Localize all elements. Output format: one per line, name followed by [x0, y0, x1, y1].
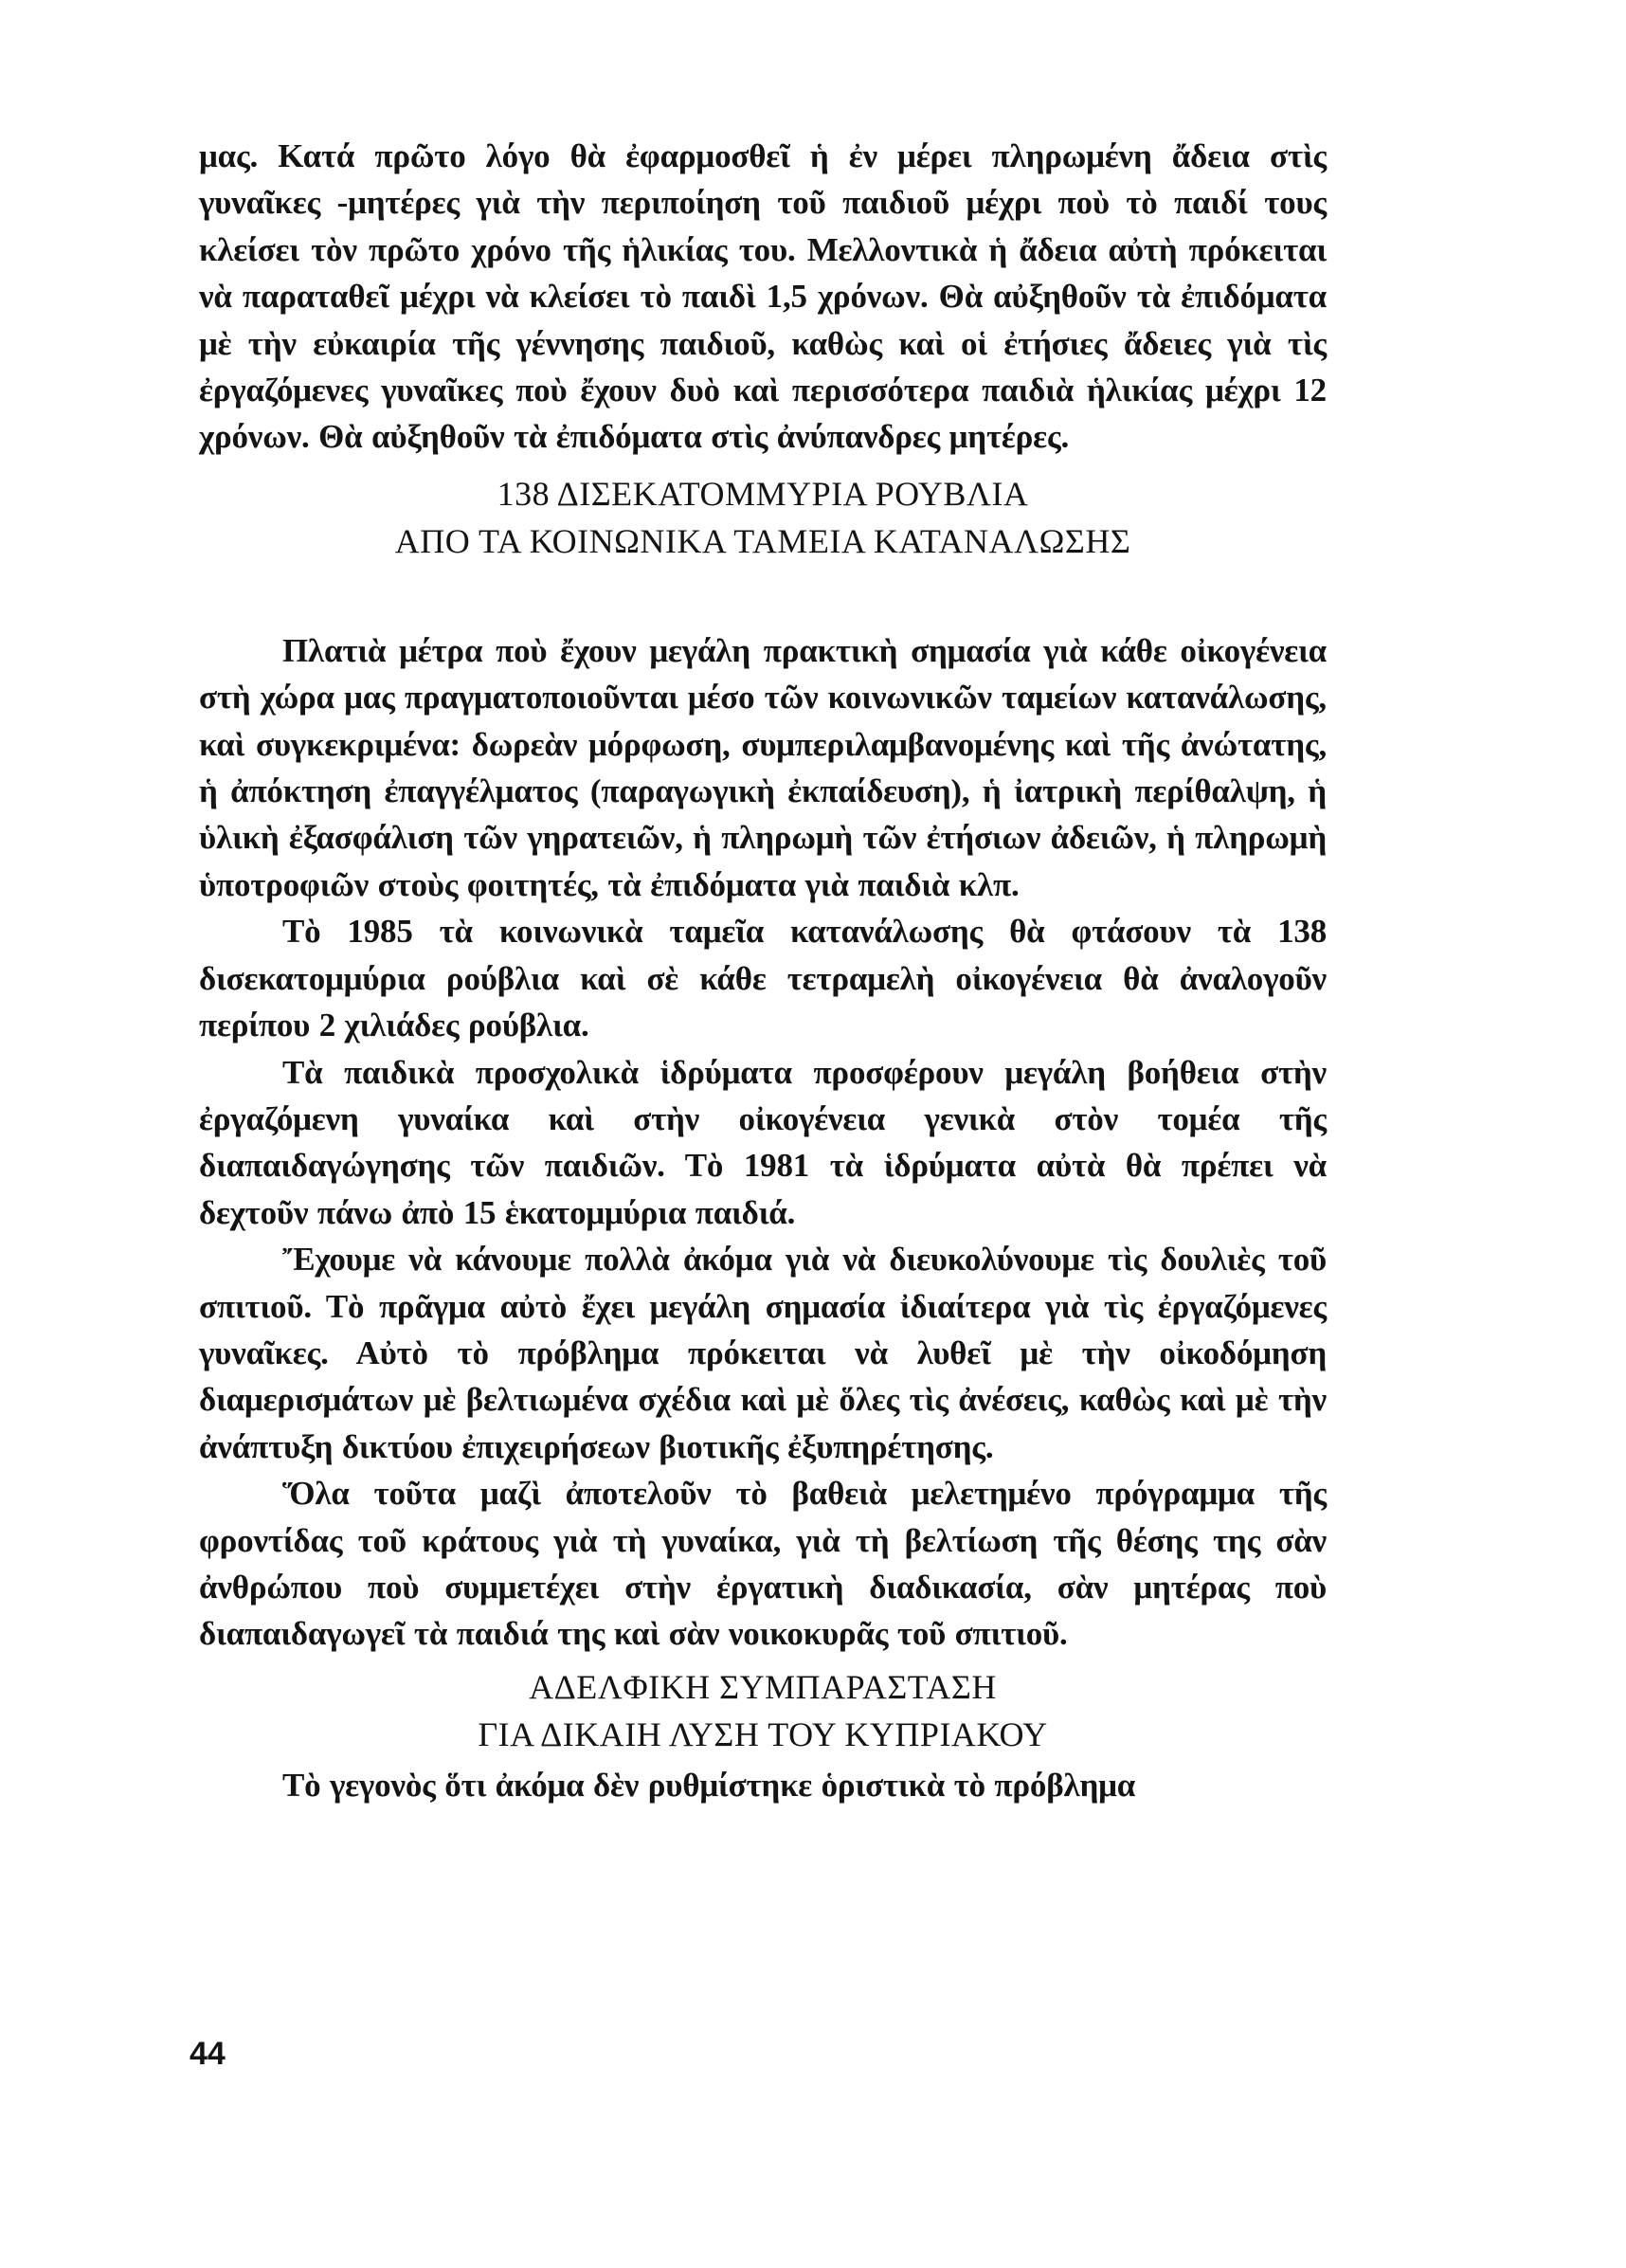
section-heading-line-2: ΑΠΟ ΤΑ ΚΟΙΝΩΝΙΚΑ ΤΑΜΕΙΑ ΚΑΤΑΝΑΛΩΣΗΣ — [394, 521, 1131, 560]
section-heading-line-1: 138 ΔΙΣΕΚΑΤΟΜΜΥΡΙΑ ΡΟΥΒΛΙΑ — [497, 474, 1029, 513]
continuation-paragraph: μας. Κατά πρῶτο λόγο θὰ ἐφαρμοσθεῖ ἡ ἐν μέρει πληρωμένη ἄδεια στὶς γυναῖκες -μητέρες γιὰ τὴν περιποίηση τοῦ παιδιοῦ μέχρι ποὺ τὸ παιδί τους κλείσει τὸν πρῶτο χρόνο τῆς ἡλικίας του. Μελλοντικὰ ἡ ἄδεια αὐτὴ πρόκειται νὰ παραταθεῖ μέχρι νὰ κλείσει τὸ παιδὶ 1,5 χρόνων. Θὰ αὐξηθοῦν τὰ ἐπιδόματα μὲ τὴν εὐκαιρία τῆς γέννησης παιδιοῦ, καθὼς καὶ οἱ ἐτήσιες ἄδειες γιὰ τὶς ἐργαζόμενες γυναῖκες ποὺ ἔχουν δυὸ καὶ περισσότερα παιδιὰ ἡλικίας μέχρι 12 χρόνων. Θὰ αὐξηθοῦν τὰ ἐπιδόματα στὶς ἀνύπανδρες μητέρες. — [199, 137, 1327, 456]
page-number: 44 — [190, 2036, 226, 2072]
body-paragraph: Ἔχουμε νὰ κάνουμε πολλὰ ἀκόμα γιὰ νὰ διευκολύνουμε τὶς δουλιὲς τοῦ σπιτιοῦ. Τὸ πρᾶγμα αὐτὸ ἔχει μεγάλη σημασία ἰδιαίτερα γιὰ τὶς ἐργαζόμενες γυναῖκες. Αὐτὸ τὸ πρόβλημα πρόκειται νὰ λυθεῖ μὲ τὴν οἰκοδόμηση διαμερισμάτων μὲ βελτιωμένα σχέδια καὶ μὲ ὅλες τὶς ἀνέσεις, καθὼς καὶ μὲ τὴν ἀνάπτυξη δικτύου ἐπιχειρήσεων βιοτικῆς ἐξυπηρέτησης. — [199, 1241, 1327, 1465]
body-paragraph: Τὸ 1985 τὰ κοινωνικὰ ταμεῖα κατανάλωσης θὰ φτάσουν τὰ 138 δισεκατομμύρια ρούβλια καὶ σὲ κάθε τετραμελὴ οἰκογένεια θὰ ἀναλογοῦν περίπου 2 χιλιάδες ρούβλια. — [199, 913, 1327, 1044]
section-heading-line-1: ΑΔΕΛΦΙΚΗ ΣΥΜΠΑΡΑΣΤΑΣΗ — [529, 1667, 997, 1706]
body-paragraph: Τὰ παιδικὰ προσχολικὰ ἱδρύματα προσφέρουν μεγάλη βοήθεια στὴν ἐργαζόμενη γυναίκα καὶ στὴν οἰκογένεια γενικὰ στὸν τομέα τῆς διαπαιδαγώγησης τῶν παιδιῶν. Τὸ 1981 τὰ ἱδρύματα αὐτὰ θὰ πρέπει νὰ δεχτοῦν πάνω ἀπὸ 15 ἑκατομμύρια παιδιά. — [199, 1053, 1327, 1231]
body-paragraph: Πλατιὰ μέτρα ποὺ ἔχουν μεγάλη πρακτικὴ σημασία γιὰ κάθε οἰκογένεια στὴ χώρα μας πραγματοποιοῦνται μέσο τῶν κοινωνικῶν ταμείων κατανάλωσης, καὶ συγκεκριμένα: δωρεὰν μόρφωση, συμπεριλαμβανομένης καὶ τῆς ἀνώτατης, ἡ ἀπόκτηση ἐπαγγέλματος (παραγωγικὴ ἐκπαίδευση), ἡ ἰατρικὴ περίθαλψη, ἡ ὑλικὴ ἐξασφάλιση τῶν γηρατειῶν, ἡ πληρωμὴ τῶν ἐτήσιων ἀδειῶν, ἡ πληρωμὴ ὑποτροφιῶν στοὺς φοιτητές, τὰ ἐπιδόματα γιὰ παιδιὰ κλπ. — [199, 631, 1327, 903]
heading-spacer — [199, 565, 1327, 627]
body-paragraph: Ὅλα τοῦτα μαζὶ ἀποτελοῦν τὸ βαθειὰ μελετημένο πρόγραμμα τῆς φροντίδας τοῦ κράτους γιὰ τὴ γυναίκα, γιὰ τὴ βελτίωση τῆς θέσης της σὰν ἀνθρώπου ποὺ συμμετέχει στὴν ἐργατικὴ διαδικασία, σὰν μητέρας ποὺ διαπαιδαγωγεῖ τὰ παιδιά της καὶ σὰν νοικοκυρᾶς τοῦ σπιτιοῦ. — [199, 1475, 1327, 1653]
document-page — [199, 133, 1327, 1808]
body-paragraph: Τὸ γεγονὸς ὅτι ἀκόμα δὲν ρυθμίστηκε ὁριστικὰ τὸ πρόβλημα — [282, 1766, 1136, 1804]
section-heading-line-2: ΓΙΑ ΔΙΚΑΙΗ ΛΥΣΗ ΤΟΥ ΚΥΠΡΙΑΚΟΥ — [478, 1715, 1048, 1753]
